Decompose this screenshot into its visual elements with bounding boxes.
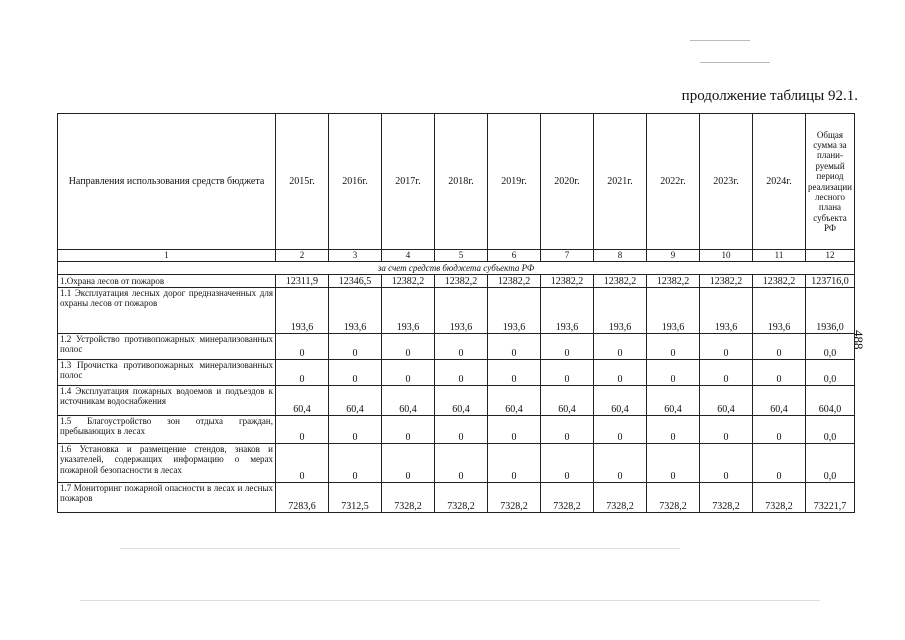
header-year: 2023г.	[700, 114, 753, 250]
row-year-value: 0	[435, 444, 488, 483]
table-caption: продолжение таблицы 92.1.	[681, 88, 858, 104]
row-total-value: 1936,0	[806, 288, 855, 334]
row-year-value: 0	[700, 360, 753, 386]
row-year-value: 0	[276, 416, 329, 444]
row-year-value: 193,6	[541, 288, 594, 334]
section-row	[58, 262, 855, 275]
total-row-value: 12382,2	[435, 275, 488, 288]
header-year: 2022г.	[647, 114, 700, 250]
row-year-value: 193,6	[700, 288, 753, 334]
row-year-value: 0	[594, 334, 647, 360]
row-year-value: 7328,2	[435, 483, 488, 513]
table-row	[58, 360, 855, 386]
row-year-value: 193,6	[647, 288, 700, 334]
row-year-value: 0	[488, 334, 541, 360]
row-total-value: 0,0	[806, 334, 855, 360]
column-number-row	[58, 250, 855, 262]
row-year-value: 0	[700, 416, 753, 444]
table-row	[58, 483, 855, 513]
row-year-value: 0	[488, 360, 541, 386]
total-row-value: 12382,2	[700, 275, 753, 288]
row-total-value: 604,0	[806, 386, 855, 416]
row-year-value: 0	[541, 444, 594, 483]
row-year-value: 60,4	[594, 386, 647, 416]
row-year-value: 60,4	[382, 386, 435, 416]
row-year-value: 0	[488, 444, 541, 483]
row-year-value: 7312,5	[329, 483, 382, 513]
row-year-value: 193,6	[488, 288, 541, 334]
row-direction-label: 1.2 Устройство противопожарных минерализованных полос	[58, 334, 276, 360]
scan-noise	[80, 600, 820, 601]
row-year-value: 0	[329, 360, 382, 386]
total-row-value: 12382,2	[541, 275, 594, 288]
table-row	[58, 386, 855, 416]
row-year-value: 60,4	[647, 386, 700, 416]
table-row	[58, 416, 855, 444]
scan-noise	[120, 548, 680, 549]
total-row	[58, 275, 855, 288]
row-direction-label: 1.1 Эксплуатация лесных дорог предназначенных для охраны лесов от пожаров	[58, 288, 276, 334]
row-year-value: 0	[647, 334, 700, 360]
header-year: 2021г.	[594, 114, 647, 250]
row-year-value: 0	[435, 360, 488, 386]
row-year-value: 7328,2	[382, 483, 435, 513]
row-direction-label: 1.7 Мониторинг пожарной опасности в лесах и лесных пожаров	[58, 483, 276, 513]
row-year-value: 0	[594, 444, 647, 483]
row-year-value: 7328,2	[700, 483, 753, 513]
row-year-value: 0	[382, 444, 435, 483]
scan-noise	[690, 40, 750, 41]
row-year-value: 0	[594, 416, 647, 444]
column-number: 10	[700, 250, 753, 262]
row-year-value: 0	[382, 334, 435, 360]
row-year-value: 0	[753, 416, 806, 444]
row-direction-label: 1.6 Установка и размещение стендов, знаков и указателей, содержащих информацию о мерах пожарной безопасности в лесах	[58, 444, 276, 483]
column-number: 4	[382, 250, 435, 262]
row-year-value: 60,4	[700, 386, 753, 416]
header-year: 2017г.	[382, 114, 435, 250]
row-year-value: 0	[329, 444, 382, 483]
row-year-value: 0	[382, 360, 435, 386]
column-number: 12	[806, 250, 855, 262]
total-row-value: 12382,2	[382, 275, 435, 288]
row-year-value: 0	[276, 334, 329, 360]
total-row-value: 12346,5	[329, 275, 382, 288]
page-number: 488	[851, 330, 866, 350]
row-year-value: 0	[329, 416, 382, 444]
row-year-value: 0	[541, 416, 594, 444]
total-row-value: 12382,2	[753, 275, 806, 288]
row-year-value: 0	[647, 444, 700, 483]
column-number: 7	[541, 250, 594, 262]
section-title: за счет средств бюджета субъекта РФ	[58, 262, 855, 275]
row-year-value: 0	[647, 360, 700, 386]
table-row	[58, 444, 855, 483]
row-year-value: 7328,2	[594, 483, 647, 513]
table-row	[58, 334, 855, 360]
row-total-value: 73221,7	[806, 483, 855, 513]
column-number: 1	[58, 250, 276, 262]
header-direction: Направления использования средств бюджета	[58, 114, 276, 250]
header-total: Общая сумма за плани-руемый период реализации лесного плана субъекта РФ	[806, 114, 855, 250]
row-year-value: 60,4	[435, 386, 488, 416]
column-number: 9	[647, 250, 700, 262]
row-year-value: 193,6	[329, 288, 382, 334]
row-year-value: 0	[753, 360, 806, 386]
row-direction-label: 1.4 Эксплуатация пожарных водоемов и подъездов к источникам водоснабжения	[58, 386, 276, 416]
header-row	[58, 114, 855, 250]
row-year-value: 60,4	[276, 386, 329, 416]
header-year: 2018г.	[435, 114, 488, 250]
column-number: 8	[594, 250, 647, 262]
column-number: 2	[276, 250, 329, 262]
row-year-value: 0	[700, 334, 753, 360]
total-row-sum: 123716,0	[806, 275, 855, 288]
row-year-value: 7328,2	[488, 483, 541, 513]
row-year-value: 0	[382, 416, 435, 444]
column-number: 3	[329, 250, 382, 262]
header-year: 2024г.	[753, 114, 806, 250]
row-year-value: 0	[700, 444, 753, 483]
row-year-value: 0	[541, 334, 594, 360]
header-year: 2016г.	[329, 114, 382, 250]
row-total-value: 0,0	[806, 360, 855, 386]
row-year-value: 0	[276, 360, 329, 386]
row-year-value: 7328,2	[753, 483, 806, 513]
total-row-value: 12382,2	[488, 275, 541, 288]
row-year-value: 193,6	[276, 288, 329, 334]
row-total-value: 0,0	[806, 416, 855, 444]
column-number: 6	[488, 250, 541, 262]
row-year-value: 0	[753, 334, 806, 360]
row-year-value: 193,6	[435, 288, 488, 334]
row-year-value: 60,4	[541, 386, 594, 416]
row-year-value: 0	[276, 444, 329, 483]
budget-table	[57, 113, 855, 513]
row-year-value: 60,4	[753, 386, 806, 416]
row-year-value: 193,6	[753, 288, 806, 334]
row-year-value: 7328,2	[541, 483, 594, 513]
header-year: 2015г.	[276, 114, 329, 250]
total-row-value: 12382,2	[594, 275, 647, 288]
row-year-value: 0	[435, 416, 488, 444]
row-year-value: 0	[753, 444, 806, 483]
row-year-value: 193,6	[382, 288, 435, 334]
row-direction-label: 1.3 Прочистка противопожарных минерализованных полос	[58, 360, 276, 386]
row-year-value: 0	[594, 360, 647, 386]
total-row-value: 12311,9	[276, 275, 329, 288]
row-year-value: 0	[541, 360, 594, 386]
row-year-value: 7283,6	[276, 483, 329, 513]
row-year-value: 60,4	[329, 386, 382, 416]
header-year: 2019г.	[488, 114, 541, 250]
row-direction-label: 1.5 Благоустройство зон отдыха граждан, пребывающих в лесах	[58, 416, 276, 444]
row-year-value: 0	[435, 334, 488, 360]
column-number: 5	[435, 250, 488, 262]
row-total-value: 0,0	[806, 444, 855, 483]
table-body	[58, 114, 855, 513]
row-year-value: 193,6	[594, 288, 647, 334]
total-row-label: 1.Охрана лесов от пожаров	[58, 275, 276, 288]
table-row	[58, 288, 855, 334]
row-year-value: 7328,2	[647, 483, 700, 513]
header-year: 2020г.	[541, 114, 594, 250]
row-year-value: 0	[488, 416, 541, 444]
row-year-value: 0	[647, 416, 700, 444]
total-row-value: 12382,2	[647, 275, 700, 288]
scan-noise	[700, 62, 770, 63]
row-year-value: 60,4	[488, 386, 541, 416]
column-number: 11	[753, 250, 806, 262]
row-year-value: 0	[329, 334, 382, 360]
